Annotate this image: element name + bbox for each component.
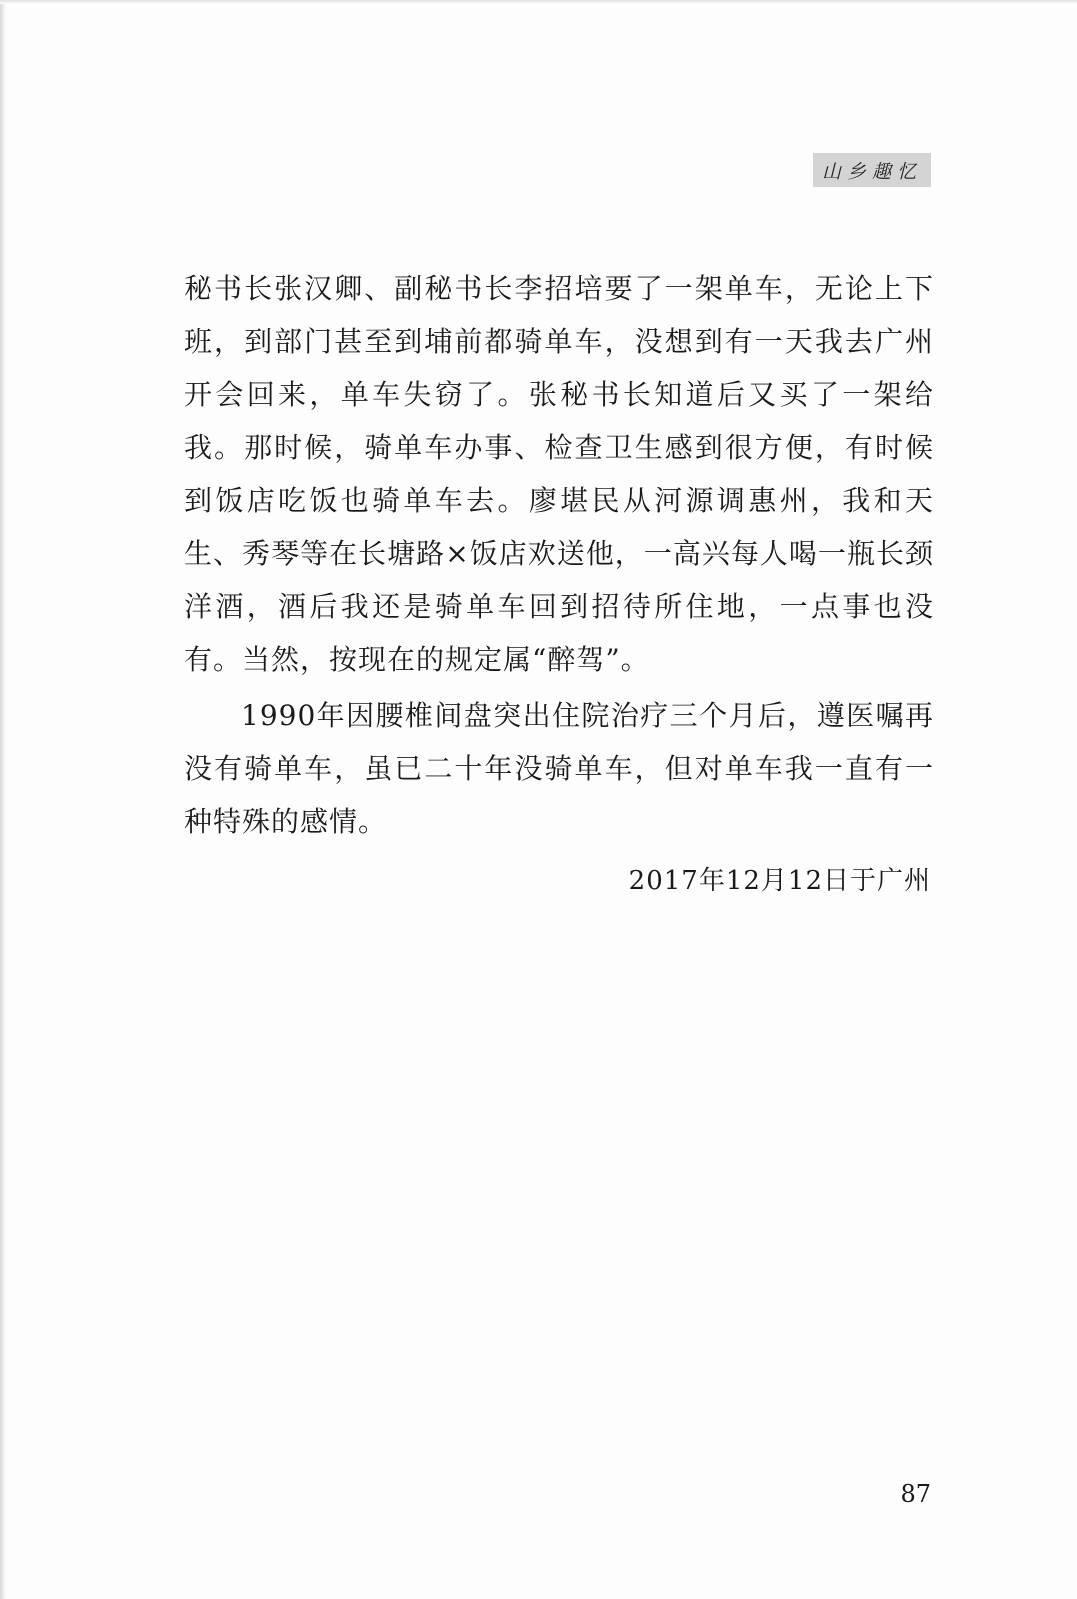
running-header: 山乡趣忆	[813, 153, 931, 187]
page-top-edge	[0, 0, 1077, 4]
date-signature: 2017年12月12日于广州	[628, 866, 931, 896]
paragraph: 1990年因腰椎间盘突出住院治疗三个月后，遵医嘱再没有骑单车，虽已二十年没骑单车，但对单车我一直有一种特殊的感情。	[184, 699, 934, 838]
paragraph-continued: 秘书长张汉卿、副秘书长李招培要了一架单车，无论上下班，到部门甚至到埔前都骑单车，没想到有一天我去广州开会回来，单车失窃了。张秘书长知道后又买了一架给我。那时候，骑单车办事、检查卫生感到很方便，有时候到饭店吃饭也骑单车去。廖堪民从河源调惠州，我和天生、秀琴等在长塘路×饭店欢送他，一高兴每人喝一瓶长颈洋酒，酒后我还是骑单车回到招待所住地，一点事也没有。当然，按现在的规定属“醉驾”。	[184, 272, 934, 676]
page-left-edge	[0, 0, 6, 1599]
page-number: 87	[900, 1480, 931, 1508]
body-text	[184, 262, 934, 848]
